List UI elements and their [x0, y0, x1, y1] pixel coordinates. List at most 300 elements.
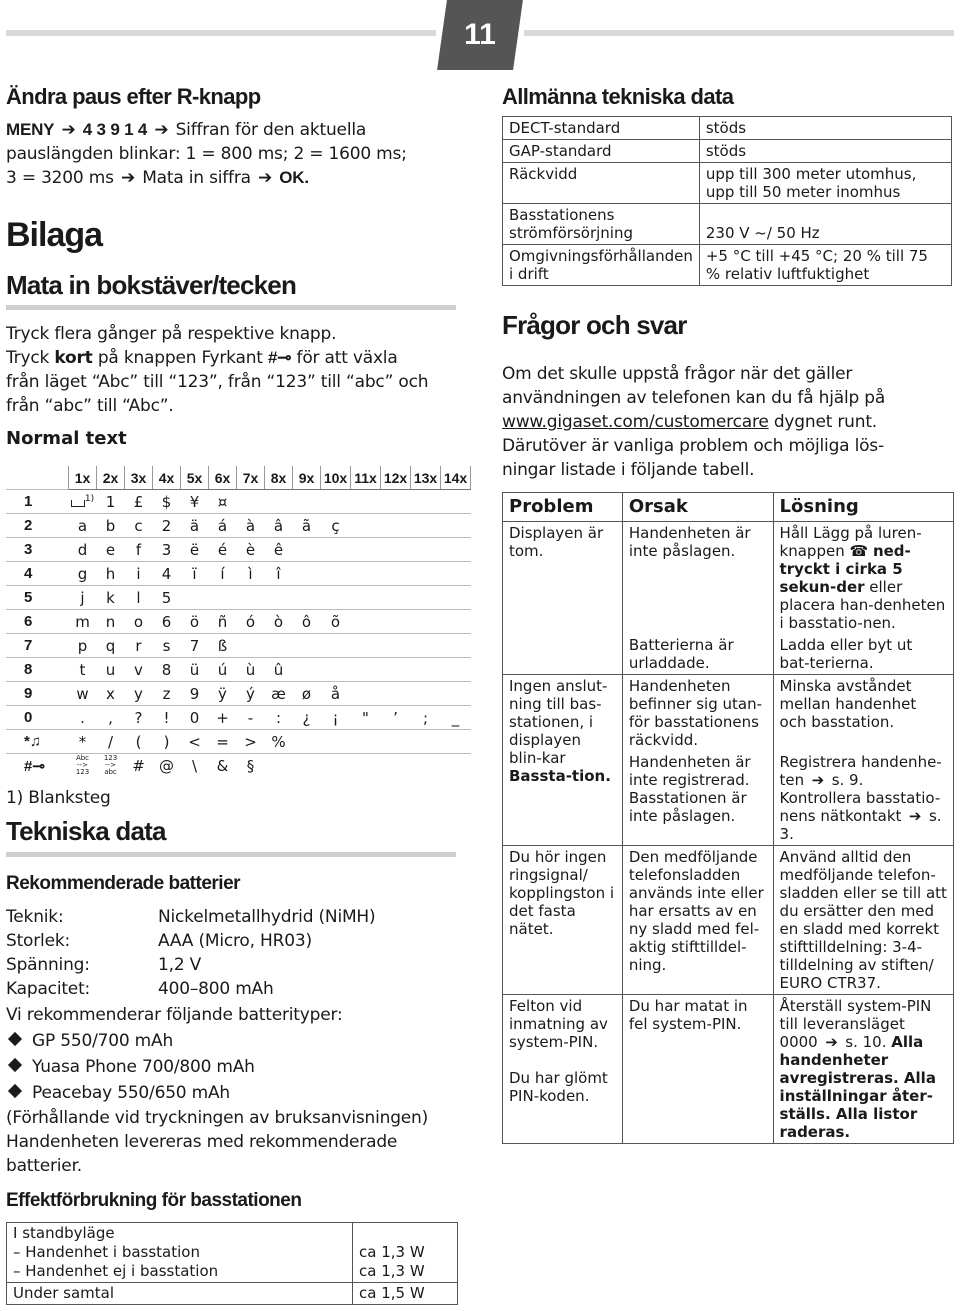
char-cell: à [237, 514, 265, 538]
battery-item [6, 1055, 458, 1079]
char-cell: ¡ [321, 706, 351, 730]
char-cell: ô [293, 610, 321, 634]
arrow-right-icon: ➔ [258, 168, 273, 188]
char-cell [381, 658, 411, 682]
char-cell [293, 586, 321, 610]
char-cell [381, 586, 411, 610]
char-cell [351, 586, 381, 610]
char-cell: m [69, 610, 97, 634]
spec-value: 400–800 mAh [158, 979, 274, 999]
char-cell: h [97, 562, 125, 586]
char-cell: ¥ [181, 490, 209, 514]
char-cell [351, 658, 381, 682]
fragor-line-5: ningar listade i följande tabell. [502, 460, 755, 480]
spec-value: +5 °C till +45 °C; 20 % till 75 % relativ luftfuktighet [699, 245, 951, 286]
fragor-line-3: dygnet runt. [773, 412, 877, 432]
char-cell: d [69, 538, 97, 562]
table-row [6, 514, 471, 538]
char-cell: ï [181, 562, 209, 586]
char-cell: = [209, 730, 237, 754]
char-cell [381, 490, 411, 514]
section-rule-2 [6, 852, 456, 857]
effekt-label: Under samtal [7, 1283, 353, 1305]
char-cell [321, 730, 351, 754]
spec-label: Räckvidd [503, 163, 700, 204]
char-cell: k [97, 586, 125, 610]
char-cell [351, 538, 381, 562]
col-orsak: Orsak [622, 493, 773, 522]
column-header: 4x [153, 466, 181, 490]
char-cell: a [69, 514, 97, 538]
tekniska-heading: Tekniska data [6, 816, 166, 846]
table-row: Handenheten är inte registrerad. Basstationen är inte påslagen. Registrera handenhe-ten ➔ s. 9. Kontrollera basstatio-nens nätkontakt ➔ s. 3. [503, 751, 954, 846]
battery-item [6, 1081, 458, 1105]
table-row [6, 490, 471, 514]
paus-paragraph [6, 118, 456, 190]
char-cell [293, 562, 321, 586]
char-cell: f [125, 538, 153, 562]
paus-text: Siffran för den aktuella [175, 120, 367, 140]
char-cell: . [69, 706, 97, 730]
char-cell: t [69, 658, 97, 682]
char-cell [351, 610, 381, 634]
char-cell [411, 586, 441, 610]
intro-line-2d: för att växla [296, 348, 398, 368]
header-line-right [524, 30, 954, 36]
key-label: 0 [6, 706, 69, 730]
column-header: 14x [441, 466, 471, 490]
char-cell: ë [181, 538, 209, 562]
char-cell: 7 [181, 634, 209, 658]
char-cell: : [265, 706, 293, 730]
char-cell: & [209, 754, 237, 778]
fragor-line-4: Därutöver är vanliga problem och möjliga lös- [502, 436, 884, 456]
table-row [503, 245, 952, 286]
effekt-value: ca 1,3 W ca 1,3 W [353, 1223, 458, 1283]
char-cell [381, 634, 411, 658]
char-cell: 3 [153, 538, 181, 562]
char-cell: ñ [209, 610, 237, 634]
table-row [6, 562, 471, 586]
spec-value: 230 V ~/ 50 Hz [699, 204, 951, 245]
char-cell: õ [321, 610, 351, 634]
menu-key: MENY [6, 120, 55, 139]
normal-text-heading: Normal text [6, 428, 127, 449]
table-row [7, 1223, 458, 1283]
column-header: 8x [265, 466, 293, 490]
table-row [503, 117, 952, 140]
paus-heading: Ändra paus efter R-knapp [6, 84, 261, 109]
char-cell [321, 754, 351, 778]
allm-heading: Allmänna tekniska data [502, 84, 734, 109]
char-cell: £ [125, 490, 153, 514]
char-cell [351, 730, 381, 754]
char-cell: ÿ [209, 682, 237, 706]
char-cell: è [237, 538, 265, 562]
spec-label: Storlek: [6, 931, 71, 951]
char-cell: ã [293, 514, 321, 538]
spec-label: Omgivningsförhållanden i drift [503, 245, 700, 286]
bullet-icon [8, 1032, 22, 1046]
char-cell: ø [293, 682, 321, 706]
char-cell: > [237, 730, 265, 754]
character-table [6, 466, 471, 777]
char-cell: ü [181, 658, 209, 682]
battery-specs [6, 905, 458, 1178]
allm-table [502, 116, 952, 286]
column-header: 1x [69, 466, 97, 490]
column-header: 13x [411, 466, 441, 490]
spec-row [6, 929, 458, 953]
effekt-value: ca 1,5 W [353, 1283, 458, 1305]
char-cell [411, 538, 441, 562]
char-cell [381, 538, 411, 562]
char-cell [441, 562, 471, 586]
char-cell [441, 514, 471, 538]
intro-paragraph [6, 322, 458, 418]
col-losning: Lösning [773, 493, 953, 522]
note-1: (Förhållande vid tryckningen av bruksanvisningen) [6, 1108, 429, 1128]
bilaga-heading: Bilaga [6, 216, 103, 254]
arrow-right-icon: ➔ [811, 771, 825, 789]
key-label: 7 [6, 634, 69, 658]
char-cell [441, 634, 471, 658]
key-label: 2 [6, 514, 69, 538]
key-label: 6 [6, 610, 69, 634]
char-cell [237, 586, 265, 610]
table-row [6, 610, 471, 634]
char-cell: í [209, 562, 237, 586]
char-cell: ì [237, 562, 265, 586]
char-cell: z [153, 682, 181, 706]
key-label: 5 [6, 586, 69, 610]
char-cell [265, 754, 293, 778]
table-row [503, 204, 952, 245]
spec-value: 1,2 V [158, 955, 202, 975]
char-cell [441, 490, 471, 514]
char-cell [411, 634, 441, 658]
char-cell [351, 682, 381, 706]
char-cell [265, 490, 293, 514]
arrow-right-icon: ➔ [825, 1033, 838, 1051]
column-header: 6x [209, 466, 237, 490]
intro-line-4: från “abc” till “Abc”. [6, 396, 174, 416]
table-row: Displayen är tom. Handenheten är inte påslagen. Håll Lägg på luren-knappen ☎ ned-tryckt i cirka 5 sekun-der eller placera han-denheten i basstatio-nen. [503, 522, 954, 635]
char-cell: _ [441, 706, 471, 730]
char-cell: ú [209, 658, 237, 682]
char-cell [411, 658, 441, 682]
effekt-table [6, 1222, 458, 1305]
char-cell [321, 586, 351, 610]
mode-switch-symbol: Abc --> 123 [69, 754, 97, 778]
mode-switch-symbol: 123 --> abc [97, 754, 125, 778]
spec-value: stöds [699, 117, 951, 140]
column-header: 9x [293, 466, 321, 490]
char-cell: x [97, 682, 125, 706]
fragor-paragraph [502, 362, 952, 482]
char-cell: æ [265, 682, 293, 706]
char-cell [411, 682, 441, 706]
char-cell: u [97, 658, 125, 682]
column-header: 3x [125, 466, 153, 490]
char-cell: e [97, 538, 125, 562]
char-cell [293, 658, 321, 682]
table-row [6, 730, 471, 754]
table-row [7, 1283, 458, 1305]
char-cell [351, 562, 381, 586]
char-cell: ¤ [209, 490, 237, 514]
fragor-line-2: användningen av telefonen kan du få hjälp på [502, 388, 886, 408]
table-row [6, 586, 471, 610]
char-cell: s [153, 634, 181, 658]
char-cell: á [209, 514, 237, 538]
char-cell [441, 730, 471, 754]
effekt-heading: Effektförbrukning för basstationen [6, 1190, 302, 1211]
char-cell: ê [265, 538, 293, 562]
char-cell: ; [411, 706, 441, 730]
spec-label: GAP-standard [503, 140, 700, 163]
char-cell: 4 [153, 562, 181, 586]
char-cell: 1 [97, 490, 125, 514]
char-cell [381, 730, 411, 754]
spec-value: AAA (Micro, HR03) [158, 931, 312, 951]
spec-value: upp till 300 meter utomhus, upp till 50 meter inomhus [699, 163, 951, 204]
char-cell: ù [237, 658, 265, 682]
column-header: 11x [351, 466, 381, 490]
spec-label: DECT-standard [503, 117, 700, 140]
char-cell [321, 562, 351, 586]
section-rule [6, 305, 456, 310]
char-cell: û [265, 658, 293, 682]
char-cell: 6 [153, 610, 181, 634]
page-number: 11 [464, 18, 496, 51]
col-problem: Problem [503, 493, 623, 522]
char-cell: i [125, 562, 153, 586]
char-cell [321, 658, 351, 682]
star-key-icon: *♫ [6, 730, 69, 754]
char-cell [181, 586, 209, 610]
char-cell: ý [237, 682, 265, 706]
char-cell: - [237, 706, 265, 730]
column-header: 10x [321, 466, 351, 490]
char-cell: c [125, 514, 153, 538]
header-line-left [6, 30, 436, 36]
char-cell [293, 754, 321, 778]
char-cell [441, 682, 471, 706]
char-cell [411, 730, 441, 754]
battery-label: Peacebay 550/650 mAh [32, 1083, 230, 1103]
char-cell [411, 610, 441, 634]
char-cell [441, 538, 471, 562]
note-3: batterier. [6, 1156, 83, 1176]
column-header: 2x [97, 466, 125, 490]
spec-label: Basstationens strömförsörjning [503, 204, 700, 245]
table-row [6, 706, 471, 730]
char-cell [209, 586, 237, 610]
char-cell [411, 562, 441, 586]
char-cell [293, 730, 321, 754]
char-cell: \ [181, 754, 209, 778]
char-cell: + [209, 706, 237, 730]
problem-table [502, 492, 954, 1144]
table-row [503, 140, 952, 163]
arrow-right-icon: ➔ [120, 168, 135, 188]
char-cell: q [97, 634, 125, 658]
char-cell [351, 754, 381, 778]
char-cell: 8 [153, 658, 181, 682]
char-cell [321, 538, 351, 562]
char-cell: $ [153, 490, 181, 514]
char-cell [351, 634, 381, 658]
char-cell: o [125, 610, 153, 634]
char-cell: â [265, 514, 293, 538]
spec-label: Teknik: [6, 907, 64, 927]
char-cell [381, 754, 411, 778]
key-label: 9 [6, 682, 69, 706]
char-cell: , [97, 706, 125, 730]
spec-label: Kapacitet: [6, 979, 91, 999]
paus-text-2: pauslängden blinkar: 1 = 800 ms; 2 = 1600 ms; [6, 144, 407, 164]
table-row: Batterierna är urladdade. Ladda eller byt ut bat-terierna. [503, 634, 954, 675]
char-cell [321, 490, 351, 514]
char-cell: ö [181, 610, 209, 634]
char-cell: å [321, 682, 351, 706]
hash-key-icon: #⊸ [6, 754, 69, 778]
char-cell: ? [125, 706, 153, 730]
char-cell: ’ [381, 706, 411, 730]
intro-line-3: från läget “Abc” till “123”, från “123” till “abc” och [6, 372, 429, 392]
footnote: 1) Blanksteg [6, 788, 111, 808]
end-call-icon: ☎ [849, 542, 869, 560]
fragor-line-1: Om det skulle uppstå frågor när det gäller [502, 364, 853, 384]
char-cell: r [125, 634, 153, 658]
char-cell [441, 610, 471, 634]
char-cell: * [69, 730, 97, 754]
paus-text-3b: Mata in siffra [142, 168, 251, 188]
battery-label: GP 550/700 mAh [32, 1031, 174, 1051]
char-cell: ! [153, 706, 181, 730]
table-row [6, 658, 471, 682]
column-header: 5x [181, 466, 209, 490]
arrow-right-icon: ➔ [61, 120, 76, 140]
char-cell [351, 514, 381, 538]
char-cell: 0 [181, 706, 209, 730]
intro-line-2c: på knappen Fyrkant [97, 348, 263, 368]
char-cell [411, 514, 441, 538]
battery-item [6, 1029, 458, 1053]
char-cell [411, 754, 441, 778]
char-cell: g [69, 562, 97, 586]
battery-label: Yuasa Phone 700/800 mAh [32, 1057, 255, 1077]
spec-row [6, 905, 458, 929]
char-cell: n [97, 610, 125, 634]
char-cell: % [265, 730, 293, 754]
char-cell: / [97, 730, 125, 754]
key-label: 4 [6, 562, 69, 586]
char-cell [237, 634, 265, 658]
char-cell: 9 [181, 682, 209, 706]
char-cell: î [265, 562, 293, 586]
key-label: 8 [6, 658, 69, 682]
char-cell: v [125, 658, 153, 682]
batterier-heading: Rekommenderade batterier [6, 873, 241, 894]
char-cell [321, 634, 351, 658]
paus-text-3a: 3 = 3200 ms [6, 168, 114, 188]
column-header: 12x [381, 466, 411, 490]
char-cell: ó [237, 610, 265, 634]
char-cell: p [69, 634, 97, 658]
table-row [503, 163, 952, 204]
digit-sequence: 4 3 9 1 4 [82, 120, 148, 139]
spec-row [6, 977, 458, 1001]
char-cell: ò [265, 610, 293, 634]
customercare-link[interactable]: www.gigaset.com/customercare [502, 412, 769, 432]
key-label: 1 [6, 490, 69, 514]
char-cell: é [209, 538, 237, 562]
key-label: 3 [6, 538, 69, 562]
char-cell: ¿ [293, 706, 321, 730]
char-cell [441, 754, 471, 778]
column-header: 7x [237, 466, 265, 490]
rec-line: Vi rekommenderar följande batterityper: [6, 1005, 343, 1025]
hash-key-icon: #⊸ [268, 348, 292, 367]
char-cell [441, 586, 471, 610]
char-cell: l [125, 586, 153, 610]
char-cell: § [237, 754, 265, 778]
char-cell [381, 610, 411, 634]
spec-label: Spänning: [6, 955, 90, 975]
effekt-label: I standbyläge – Handenhet i basstation – Handenhet ej i basstation [7, 1223, 353, 1283]
char-cell [381, 514, 411, 538]
spec-row [6, 953, 458, 977]
table-row [6, 538, 471, 562]
ok-key: OK. [279, 168, 309, 187]
table-row: Du hör ingen ringsignal/ kopplingston i det fasta nätet. Den medföljande telefonsladden används inte eller har ersatts av en ny sladd med fel-aktig stifttilldel-ning. Använd alltid den medföljande telefon-sladden eller se till att du ersätter den med en sladd med korrekt stifttilldelning: 3-4-tilldelning av stiften/ EURO CTR37. [503, 846, 954, 995]
char-cell [351, 490, 381, 514]
char-cell [293, 490, 321, 514]
char-cell [293, 538, 321, 562]
table-row: Ingen anslut-ning till bas-stationen, i displayen blin-kar Bassta-tion. Handenheten befinner sig utan-för basstationens räckvidd. Minska avståndet mellan handenhet och basstation. [503, 675, 954, 752]
char-cell: < [181, 730, 209, 754]
spec-value: stöds [699, 140, 951, 163]
char-cell [411, 490, 441, 514]
table-row [6, 682, 471, 706]
space-symbol: 1) [69, 490, 97, 514]
table-corner [6, 466, 69, 490]
char-cell [441, 658, 471, 682]
char-cell: b [97, 514, 125, 538]
char-cell [293, 634, 321, 658]
char-cell [381, 682, 411, 706]
char-cell: 5 [153, 586, 181, 610]
arrow-right-icon: ➔ [154, 120, 169, 140]
char-cell: ç [321, 514, 351, 538]
intro-line-1: Tryck flera gånger på respektive knapp. [6, 324, 337, 344]
bullet-icon [8, 1084, 22, 1098]
char-cell [381, 562, 411, 586]
char-cell: ß [209, 634, 237, 658]
char-cell: j [69, 586, 97, 610]
note-2: Handenheten levereras med rekommenderade [6, 1132, 398, 1152]
char-cell: y [125, 682, 153, 706]
bullet-icon [8, 1058, 22, 1072]
bokstaver-heading: Mata in bokstäver/tecken [6, 270, 297, 300]
char-cell: 2 [153, 514, 181, 538]
char-cell: ) [153, 730, 181, 754]
fragor-heading: Frågor och svar [502, 310, 687, 340]
table-row [6, 754, 471, 778]
char-cell: @ [153, 754, 181, 778]
